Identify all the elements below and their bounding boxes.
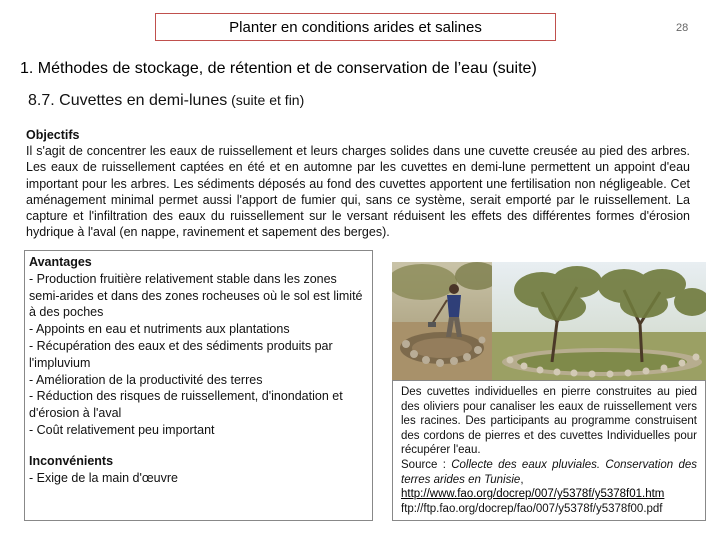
olive-trees-photo bbox=[392, 262, 706, 380]
advantage-item: - Amélioration de la productivité des terres bbox=[29, 372, 263, 387]
photo-illustration bbox=[392, 262, 706, 380]
source-link-pdf[interactable]: ftp://ftp.fao.org/docrep/fao/007/y5378f/y5378f00.pdf bbox=[401, 502, 663, 515]
objectives-heading: Objectifs bbox=[26, 128, 80, 142]
section-title: 1. Méthodes de stockage, de rétention et de conservation de l’eau (suite) bbox=[20, 60, 537, 77]
subsection-title-main: 8.7. Cuvettes en demi-lunes bbox=[28, 92, 228, 109]
header-title: Planter en conditions arides et salines bbox=[229, 18, 482, 36]
advantage-item: - Production fruitière relativement stable dans les zones semi-arides et dans des zones rocheuses où le sol est limité à des poches bbox=[29, 271, 363, 320]
advantage-item: - Coût relativement peu important bbox=[29, 422, 215, 437]
olive-trees-photo-right bbox=[492, 262, 706, 380]
source-title: Collecte des eaux pluviales. Conservation des terres arides en Tunisie bbox=[401, 458, 697, 486]
source-link-htm[interactable]: http://www.fao.org/docrep/007/y5378f/y5378f01.htm bbox=[401, 488, 665, 501]
subsection-title bbox=[28, 92, 304, 110]
advantage-item: - Réduction des risques de ruissellement, d'inondation et d'érosion à l'aval bbox=[29, 389, 343, 421]
objectives-text: Il s'agit de concentrer les eaux de ruissellement et leurs charges solides dans une cuvette creusée au pied des arbres. Les eaux de ruissellement captées en été et en automne par les cuvettes en demi-lune permettent un appoint d'eau important pour les arbres. Les sédiments déposés au fond des cuvettes apportent une fertilisation non négligeable. Cet aménagement minimal permet aussi l'apport de fumier qui, sans ce système, serait emporté par le ruissellement. La capture et l'infiltration des eaux du ruissellement sur le versant réduisent les effets des différentes formes d'érosion hydrique à l'aval (en nappe, ravinement et sapement des berges). bbox=[26, 144, 690, 240]
advantage-item: - Récupération des eaux et des sédiments produits par l'impluvium bbox=[29, 338, 333, 370]
caption-source bbox=[401, 458, 697, 487]
spacer bbox=[29, 439, 368, 453]
header-title-box bbox=[155, 13, 556, 41]
subsection-title-suffix: (suite et fin) bbox=[227, 92, 305, 108]
source-label: Source : bbox=[401, 458, 452, 471]
objectives-block bbox=[26, 127, 690, 240]
advantages-heading: Avantages bbox=[29, 255, 92, 269]
advantage-item: - Appoints en eau et nutriments aux plantations bbox=[29, 322, 290, 337]
photo-caption-box bbox=[392, 380, 706, 521]
source-end: , bbox=[520, 473, 524, 486]
worker-photo bbox=[392, 262, 499, 380]
disadvantage-item: - Exige de la main d'œuvre bbox=[29, 470, 178, 485]
page-number: 28 bbox=[676, 22, 689, 34]
disadvantages-heading: Inconvénients bbox=[29, 453, 114, 468]
caption-text: Des cuvettes individuelles en pierre construites au pied des oliviers pour canaliser les eaux de ruissellement vers les racines. Des participants au programme construisent des cordons de pierres et des cuvettes Individuelles pour récupérer l'eau. bbox=[401, 386, 697, 457]
advantages-box bbox=[24, 250, 373, 521]
